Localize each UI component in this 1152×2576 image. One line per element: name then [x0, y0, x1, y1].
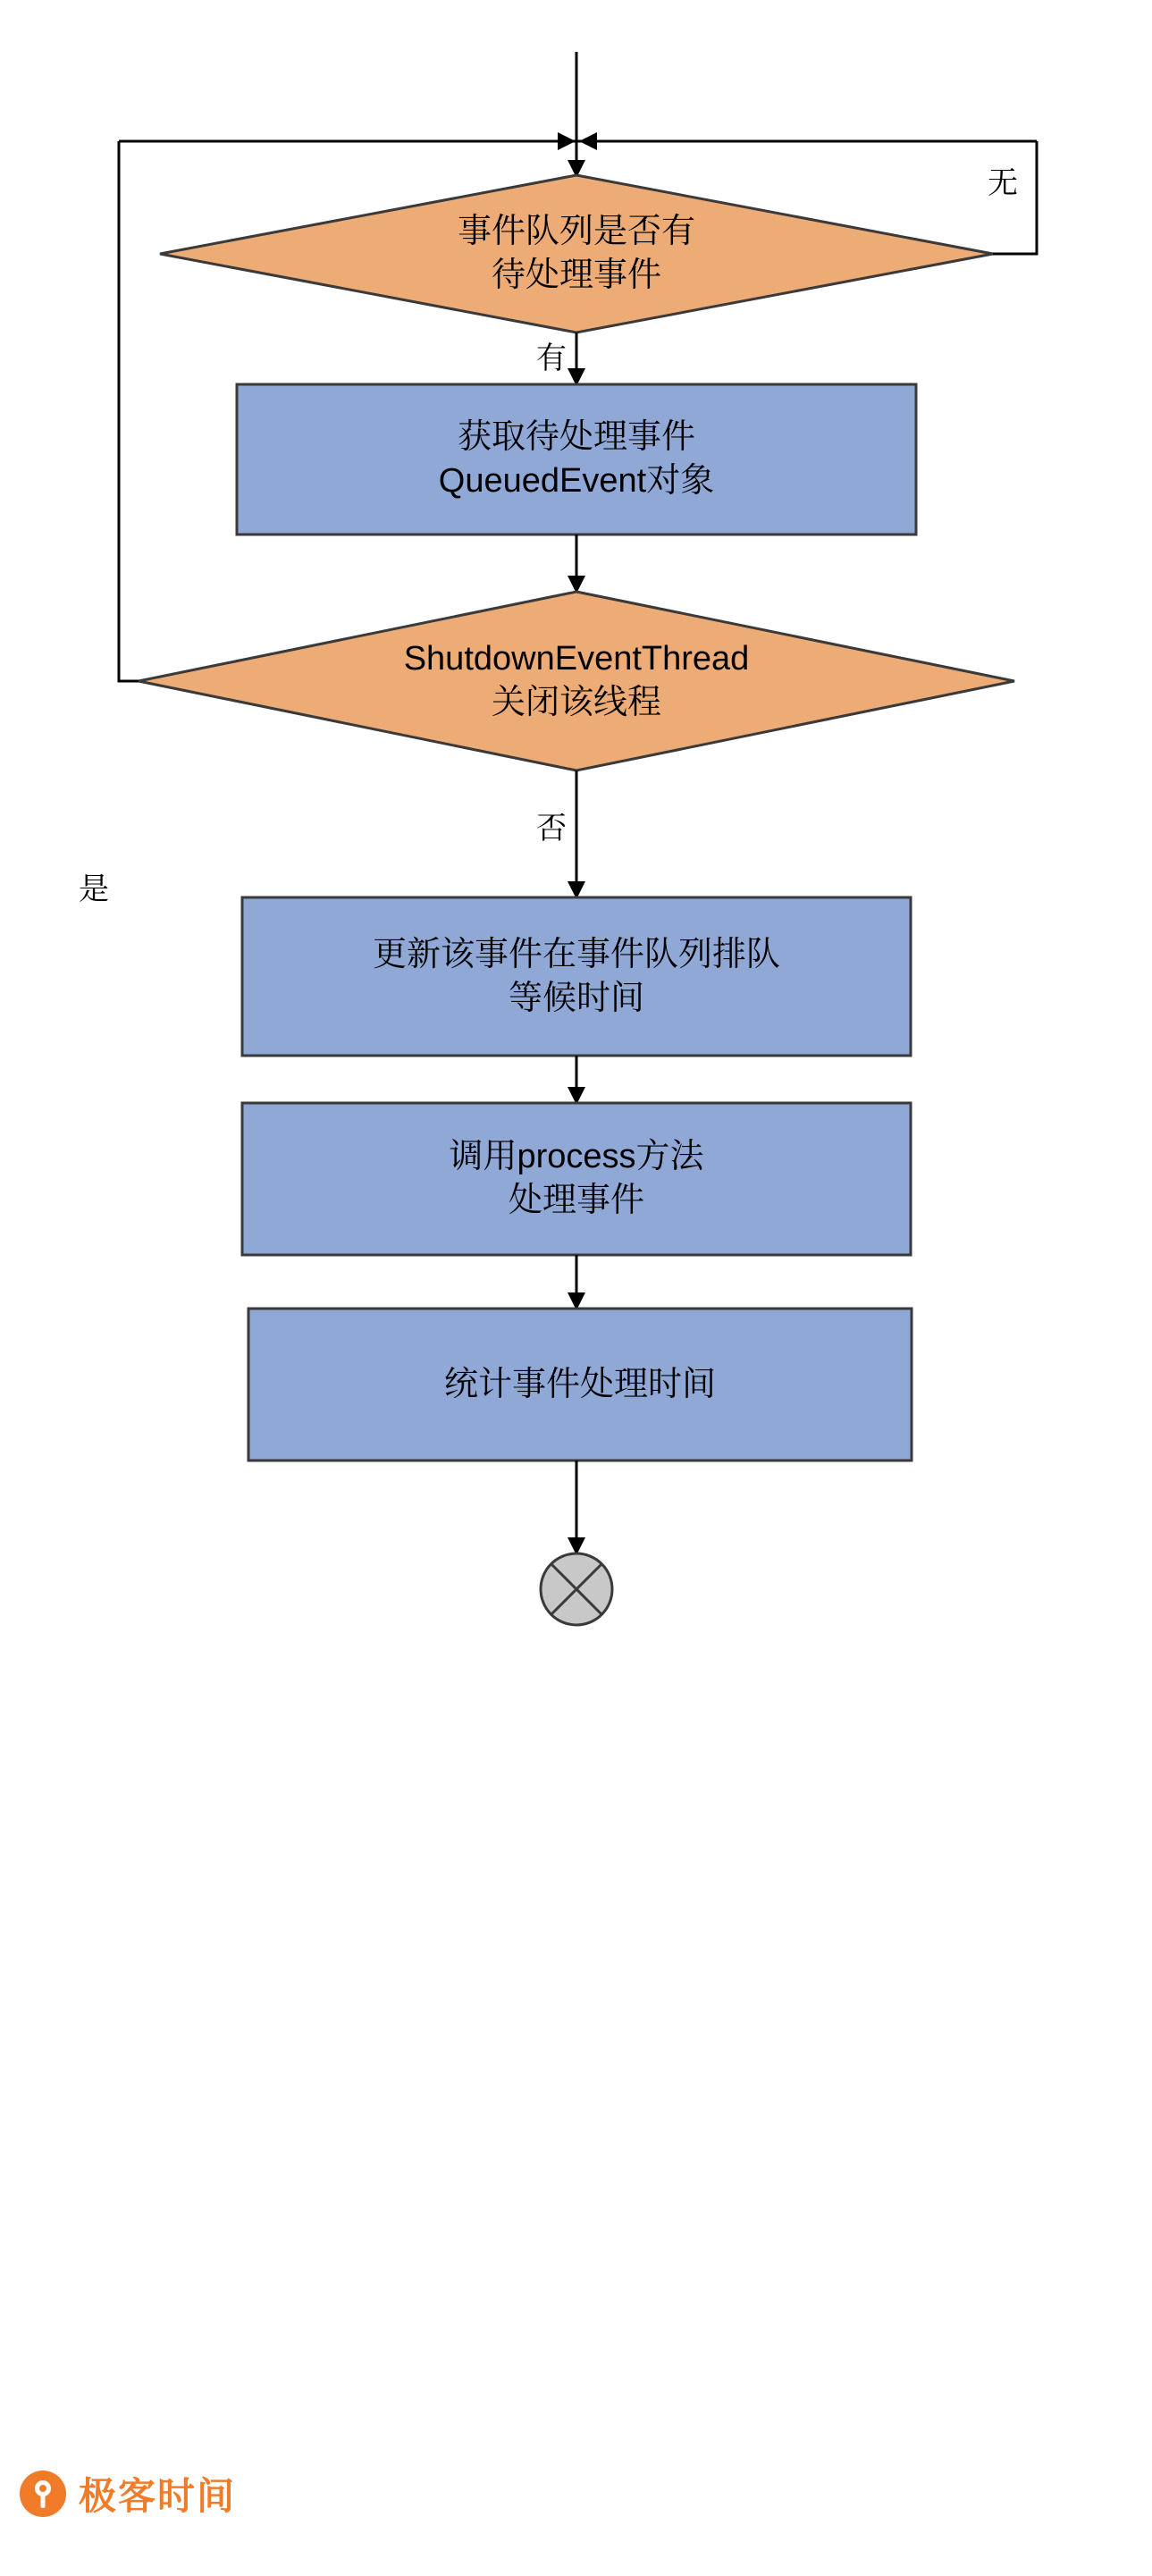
edge-label-none: 无 — [988, 166, 1018, 200]
decision-has-event-label: 事件队列是否有 待处理事件 — [457, 213, 695, 294]
process-call-process[interactable] — [242, 1103, 911, 1255]
edge-label-no: 否 — [536, 812, 567, 846]
decision-shutdown[interactable] — [139, 592, 1014, 770]
geekbang-logo-icon — [20, 2471, 66, 2517]
edge-label-yes: 是 — [79, 872, 109, 906]
process-get-event[interactable] — [237, 384, 916, 535]
process-call-process-label: 调用process方法 处理事件 — [449, 1138, 704, 1219]
process-stat-time-label: 统计事件处理时间 — [443, 1365, 716, 1403]
process-update-wait-time[interactable] — [242, 897, 911, 1056]
decision-shutdown-label: ShutdownEventThread 关闭该线程 — [403, 640, 750, 721]
edge-label-has: 有 — [536, 341, 567, 375]
edge-shutdown-yes-loopback — [119, 141, 139, 681]
process-update-wait-time-label: 更新该事件在事件队列排队 等候时间 — [372, 935, 780, 1017]
brand-watermark — [20, 2467, 236, 2521]
decision-has-event[interactable] — [160, 175, 993, 333]
process-stat-time[interactable] — [248, 1309, 912, 1461]
process-get-event-label: 获取待处理事件 QueuedEvent对象 — [438, 418, 715, 500]
brand-name: 极客时间 — [79, 2475, 237, 2517]
